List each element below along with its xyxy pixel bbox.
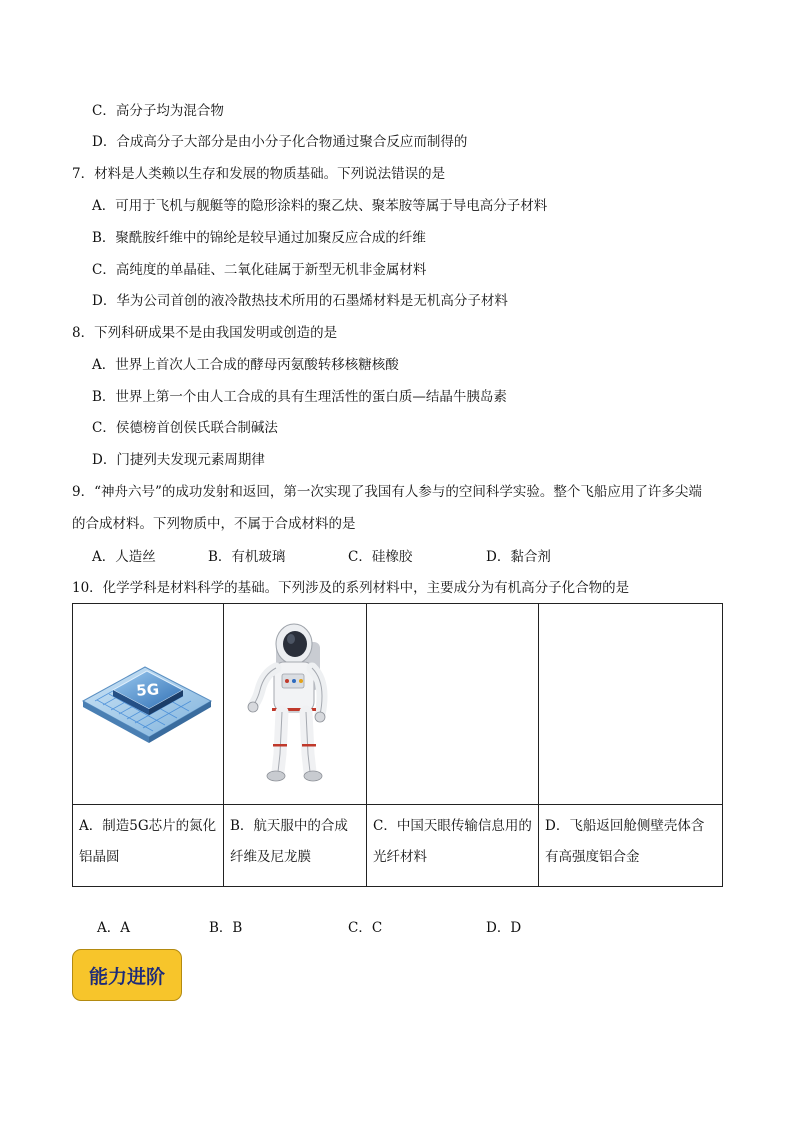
q8-stem: 8．下列科研成果不是由我国发明或创造的是	[72, 325, 338, 341]
astronaut-image	[224, 604, 366, 804]
q10-option-c: C．C	[348, 920, 383, 936]
q10-image-cell-d	[539, 604, 723, 805]
q7-option-a: A．可用于飞机与舰艇等的隐形涂料的聚乙炔、聚苯胺等属于导电高分子材料	[92, 198, 548, 214]
q8-option-d: D．门捷列夫发现元素周期律	[92, 452, 265, 468]
q9-stem-line1: 9．“神舟六号”的成功发射和返回，第一次实现了我国有人参与的空间科学实验。整个飞船应用了许多尖端	[72, 484, 702, 500]
q9-option-b: B．有机玻璃	[208, 549, 286, 565]
q7-option-d: D．华为公司首创的液冷散热技术所用的石墨烯材料是无机高分子材料	[92, 293, 508, 309]
q10-image-row	[73, 604, 723, 805]
q6-option-d: D．合成高分子大部分是由小分子化合物通过聚合反应而制得的	[92, 134, 468, 150]
q10-cell-c: C．中国天眼传输信息用的光纤材料	[367, 805, 539, 887]
q6-option-c: C．高分子均为混合物	[92, 103, 224, 119]
q10-image-cell-a	[73, 604, 224, 805]
q9-option-a: A．人造丝	[92, 549, 156, 565]
q10-image-cell-b	[224, 604, 367, 805]
q10-text-row	[73, 805, 723, 887]
q10-table	[72, 603, 723, 887]
q9-option-d: D．黏合剂	[486, 549, 551, 565]
q8-option-c: C．侯德榜首创侯氏联合制碱法	[92, 420, 278, 436]
section-badge-label: 能力进阶	[88, 965, 165, 988]
q7-stem: 7．材料是人类赖以生存和发展的物质基础。下列说法错误的是	[72, 166, 446, 182]
q10-option-d: D．D	[486, 920, 522, 936]
q9-stem-line2: 的合成材料。下列物质中，不属于合成材料的是	[72, 516, 356, 532]
q8-option-a: A．世界上首次人工合成的酵母丙氨酸转移核糖核酸	[92, 357, 399, 373]
q7-option-b: B．聚酰胺纤维中的锦纶是较早通过加聚反应合成的纤维	[92, 230, 426, 246]
chip-label: 5G	[135, 680, 160, 700]
q10-cell-a: A．制造5G芯片的氮化铝晶圆	[73, 805, 224, 887]
q10-cell-b: B．航天服中的合成纤维及尼龙膜	[224, 805, 367, 887]
5g-chip-image	[73, 604, 223, 804]
q10-cell-d: D．飞船返回舱侧壁壳体含有高强度铝合金	[539, 805, 723, 887]
q10-option-a: A．A	[97, 920, 130, 936]
q10-image-cell-c	[367, 604, 539, 805]
section-badge	[72, 949, 182, 1001]
q7-option-c: C．高纯度的单晶硅、二氧化硅属于新型无机非金属材料	[92, 262, 427, 278]
q9-option-c: C．硅橡胶	[348, 549, 413, 565]
q10-option-b: B．B	[209, 920, 243, 936]
q10-stem: 10．化学学科是材料科学的基础。下列涉及的系列材料中，主要成分为有机高分子化合物的是	[72, 580, 630, 596]
q8-option-b: B．世界上第一个由人工合成的具有生理活性的蛋白质—结晶牛胰岛素	[92, 389, 507, 405]
